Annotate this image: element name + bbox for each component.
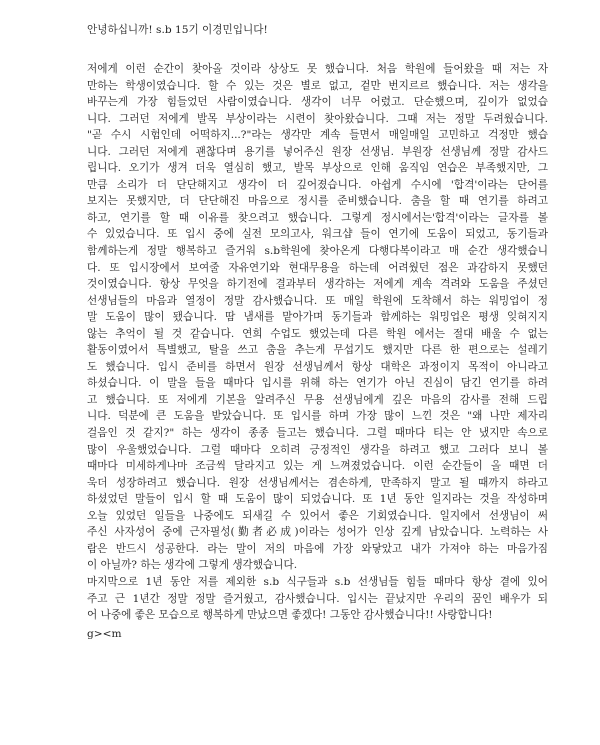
text-line: 활동이였어서 특별했고, 탈을 쓰고 춤을 추는게 무섭기도 했지만 다른 한 편으로는 설레기	[87, 344, 548, 357]
text-line: 주고 근 1년간 정말 정말 즐거웠고, 감사했습니다. 입시는 끝났지만 우리의 꿈인 배우가 되	[87, 592, 548, 605]
text-line: 많이 우울했었습니다. 그럴 때마다 오히려 긍정적인 생각을 하려고 했고 그러다 보니 볼	[87, 443, 548, 456]
text-line: 오늘 있었던 일들을 나중에도 되새길 수 있어서 좋은 기회였습니다. 일지에서 선생님이 써	[87, 509, 548, 522]
text-line: 욱더 성장하려고 했습니다. 원장 선생님께서는 겸손하게, 만족하지 말고 될 때까지 하라고	[87, 476, 548, 489]
text-line: 니다. 덕분에 큰 도움을 받았습니다. 또 입시를 하며 가장 많이 느낀 것은 "왜 나만 제자리	[87, 410, 548, 423]
paragraph-main	[87, 61, 548, 574]
text-line: 고 했습니다. 또 저에게 기본을 알려주신 무용 선생님에게 깊은 마음의 감사를 전해 드립	[87, 393, 548, 406]
text-line: "곧 수시 시험인데 어떡하지...?"라는 생각만 계속 들면서 매일매일 고민하고 걱정만 했습	[87, 129, 548, 142]
paragraph-closing	[87, 574, 548, 624]
text-line: 선생님들의 마음과 열정이 정말 감사했습니다. 또 매일 학원에 도착해서 하는 워밍업이 정	[87, 294, 548, 307]
text-line: 바꾸는게 가장 힘들었던 사람이였습니다. 생각이 너무 어렸고. 단순했으며, 깊이가 없었습	[87, 96, 548, 109]
text-line: 않는 추억이 될 것 같습니다. 연희 수업도 했었는데 다른 학원 에서는 절대 배울 수 없는	[87, 327, 548, 340]
text-line: 보지는 못했지만, 더 단단해진 마음으로 정시를 준비했습니다. 춤을 할 때 연기를 하려고	[87, 195, 548, 208]
text-line: 수 있었습니다. 또 입시 중에 실전 모의고사, 워크샵 들이 연기에 도움이 되었고, 동기들과	[87, 228, 548, 241]
text-line: 함께하는게 정말 행복하고 즐거워 s.b학원에 찾아온게 다행다복이라고 매 순간 생각했습니	[87, 245, 548, 258]
text-line: 이 아닐까? 하는 생각에 그렇게 생각했습니다.	[87, 559, 298, 572]
signature: g><m	[87, 627, 122, 640]
text-line: 마지막으로 1년 동안 저를 제외한 s.b 식구들과 s.b 선생님들 힘들 때마다 항상 곁에 있어	[87, 575, 548, 588]
text-line: 만하는 학생이였습니다. 할 수 있는 것은 별로 없고, 겉만 번지르르 했습니다. 저는 생각을	[87, 79, 548, 92]
text-line: 하고, 연기를 할 때 이유를 찾으려고 했습니다. 그렇게 정시에서는'합격'이라는 글자를 볼	[87, 211, 548, 224]
text-line: 니다. 그러던 저에게 발목 부상이라는 시련이 찾아왔습니다. 그때 저는 정말 두려웠습니다.	[87, 112, 548, 125]
text-line: 것이였습니다. 항상 무엇을 하기전에 결과부터 생각하는 저에게 계속 격려와 도움을 주셨던	[87, 278, 548, 291]
text-line: 다. 또 입시장에서 보여줄 자유연기와 현대무용을 하는데 어려웠던 점은 과감하지 못했던	[87, 261, 548, 274]
text-line: 하셨었던 말들이 입시 할 때 도움이 많이 되었습니다. 또 1년 동안 일지라는 것을 작성하며	[87, 493, 548, 506]
text-line: 저에게 이런 순간이 찾아올 것이라 상상도 못 했습니다. 처음 학원에 들어왔을 때 저는 자	[87, 63, 548, 75]
text-line: 립니다. 오기가 생겨 더욱 열심히 했고, 발목 부상으로 인해 움직임 연습은 부족했지만, 그	[87, 162, 548, 175]
text-line: 말 도움이 많이 됐습니다. 땀 냄새를 맡아가며 동기들과 함께하는 워밍업은 평생 잊혀지지	[87, 311, 548, 324]
greeting-line: 안녕하십니까! s.b 15기 이경민입니다!	[87, 24, 268, 36]
text-line: 걸음인 것 같지?" 하는 생각이 종종 들고는 했습니다. 그럴 때마다 티는 안 냈지만 속으로	[87, 427, 548, 440]
text-line: 니다. 그러던 저에게 괜찮다며 용기를 넣어주신 원장 선생님. 부원장 선생님께 정말 감사드	[87, 145, 548, 158]
text-line: 어 나중에 좋은 모습으로 행복하게 만났으면 좋겠다! 그동안 감사했습니다!! 사랑합니다!	[87, 609, 493, 622]
text-line: 때마다 미세하게나마 조금씩 달라지고 있는 게 느껴졌었습니다. 이런 순간들이 올 때면 더	[87, 460, 548, 473]
text-line: 도 했습니다. 입시 준비를 하면서 원장 선생님께서 항상 대학은 과정이지 목적이 아니라고	[87, 360, 548, 373]
text-line: 만큼 소리가 더 단단해지고 생각이 더 깊어졌습니다. 아쉽게 수시에 '합격'이라는 단어를	[87, 178, 548, 191]
text-line: 하셨습니다. 이 말을 들을 때마다 입시를 위해 하는 연기가 아닌 진심이 담긴 연기를 하려	[87, 377, 548, 390]
text-line: 주신 사자성어 중에 근자필성(勤者必成)이라는 성어가 인상 깊게 남았습니다. 노력하는 사	[87, 526, 548, 539]
text-line: 람은 반드시 성공한다. 라는 말이 저의 마음에 가장 와닿았고 내가 가져야 하는 마음가짐	[87, 542, 548, 555]
